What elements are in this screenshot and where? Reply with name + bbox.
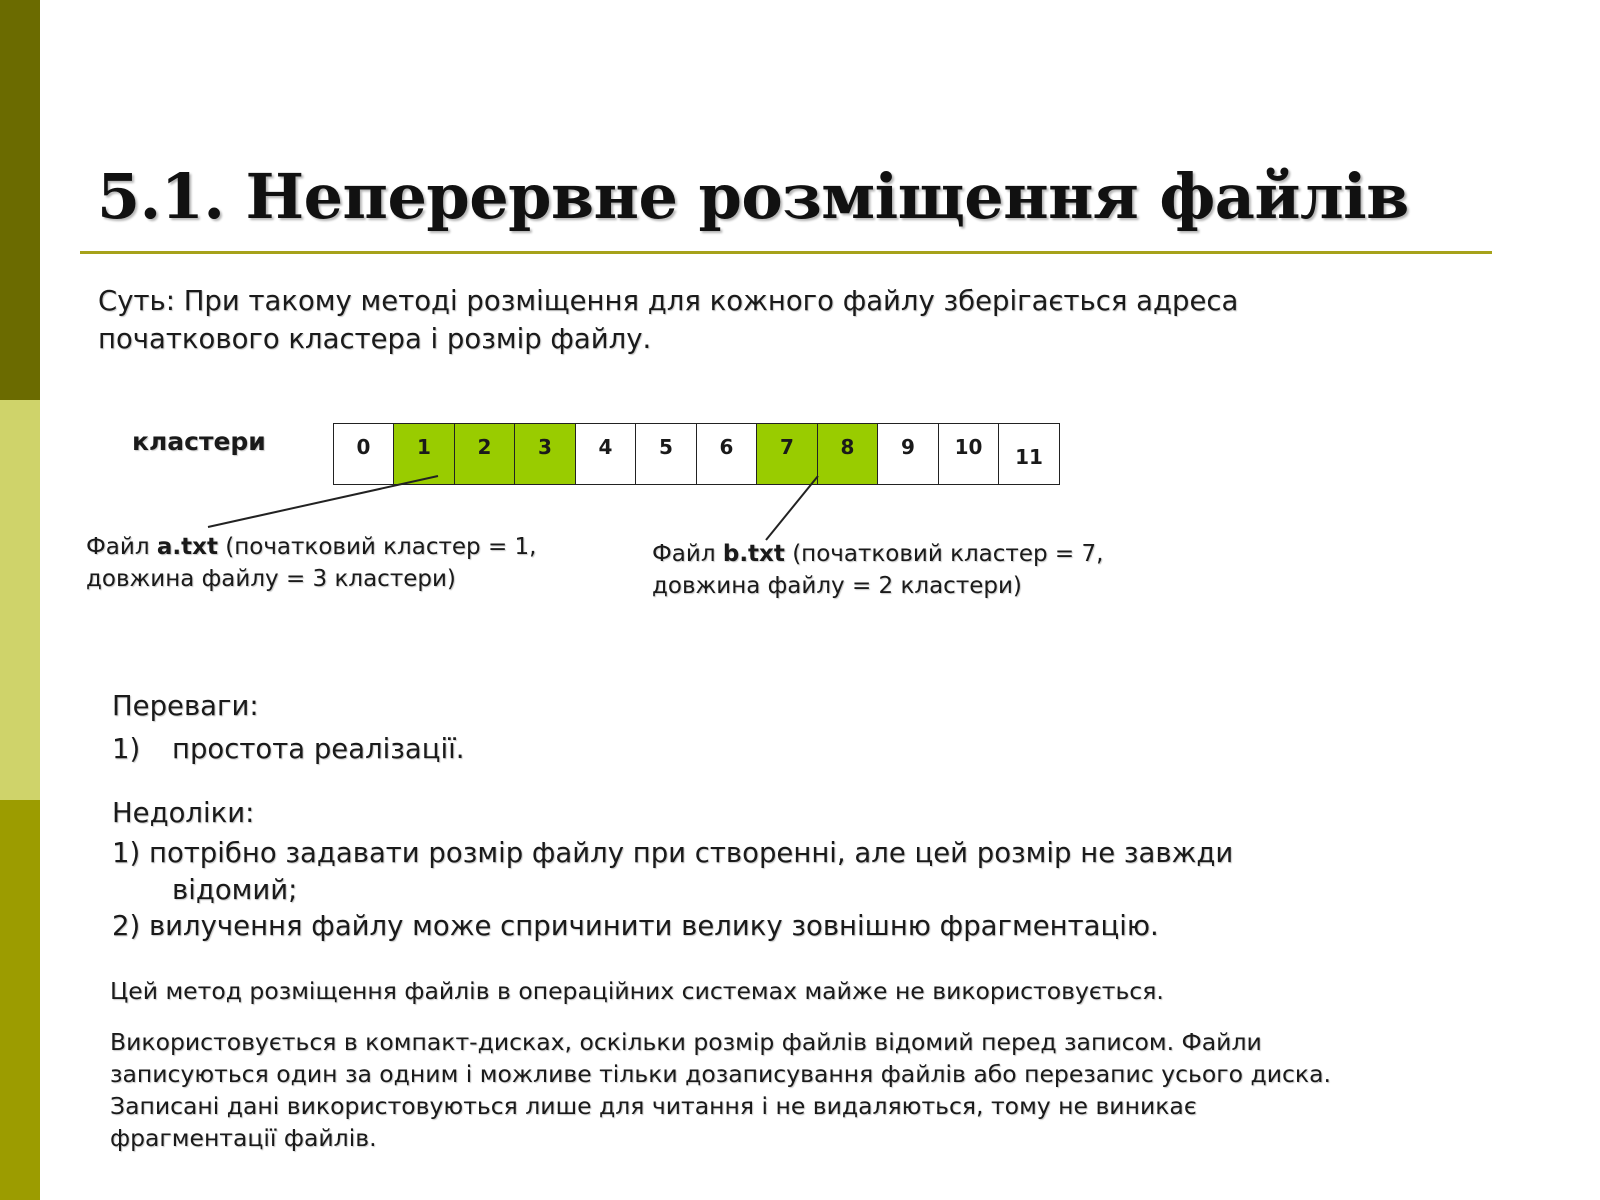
file-b-caption (652, 538, 1103, 602)
disadvantage-item-2: 2) вилучення файлу може спричинити велику зовнішню фрагментацію. (112, 910, 1159, 942)
cluster-cell-10: 10 (938, 423, 1000, 485)
cluster-cell-1: 1 (393, 423, 455, 485)
disadvantage-1-line-1: 1) потрібно задавати розмір файлу при створенні, але цей розмір не завжди (112, 837, 1234, 869)
cluster-cell-9: 9 (877, 423, 939, 485)
note-cd-usage (110, 1026, 1331, 1154)
file-a-line-1 (86, 531, 536, 563)
note-cd-line-1: Використовується в компакт-дисках, оскільки розмір файлів відомий перед записом. Файли (110, 1028, 1262, 1056)
cluster-cell-0: 0 (333, 423, 395, 485)
file-b-prefix: Файл (652, 541, 723, 567)
cluster-cell-2: 2 (454, 423, 516, 485)
advantages-heading: Переваги: (112, 690, 259, 722)
slide-title: 5.1. Неперервне розміщення файлів (97, 160, 1409, 233)
essence-line-1: Суть: При такому методі розміщення для кожного файлу зберігається адреса (98, 285, 1239, 317)
essence-paragraph (98, 282, 1238, 358)
advantage-1-number: 1) (112, 733, 141, 765)
disadvantage-item-1 (112, 835, 1233, 909)
note-cd-line-2: записуються один за одним і можливе тільки дозаписування файлів або перезапис усього диска. (110, 1060, 1331, 1088)
sidebar-band-bottom (0, 800, 40, 1200)
cluster-cell-11: 11 (998, 423, 1060, 485)
note-cd-line-3: Записані дані використовуються лише для читання і не видаляються, тому не виникає (110, 1092, 1197, 1120)
essence-line-2: початкового кластера і розмір файлу. (98, 323, 652, 355)
disadvantage-1-line-2: відомий; (172, 874, 298, 906)
sidebar-band-middle (0, 400, 40, 800)
note-usage: Цей метод розміщення файлів в операційних системах майже не використовується. (110, 977, 1164, 1005)
cluster-strip (334, 423, 1060, 485)
cluster-cell-5: 5 (635, 423, 697, 485)
file-b-name: b.txt (722, 541, 785, 567)
disadvantages-heading: Недоліки: (112, 797, 255, 829)
clusters-label: кластери (132, 427, 266, 456)
file-a-prefix: Файл (86, 534, 157, 560)
cluster-cell-7: 7 (756, 423, 818, 485)
file-b-start: (початковий кластер = 7, (784, 541, 1104, 567)
advantage-item-1 (112, 733, 465, 765)
title-underline (80, 251, 1492, 254)
pointer-line-b (766, 476, 818, 540)
file-a-caption (86, 531, 536, 595)
sidebar-band-top (0, 0, 40, 400)
cluster-cell-8: 8 (817, 423, 879, 485)
file-b-line-1 (652, 538, 1103, 570)
file-b-line-2: довжина файлу = 2 кластери) (652, 573, 1022, 599)
file-a-name: a.txt (156, 534, 218, 560)
cluster-cell-6: 6 (696, 423, 758, 485)
cluster-cell-3: 3 (514, 423, 576, 485)
file-a-line-2: довжина файлу = 3 кластери) (86, 566, 456, 592)
cluster-cell-4: 4 (575, 423, 637, 485)
advantage-1-text: простота реалізації. (172, 733, 465, 765)
note-cd-line-4: фрагментації файлів. (110, 1124, 377, 1152)
file-a-start: (початковий кластер = 1, (217, 534, 537, 560)
